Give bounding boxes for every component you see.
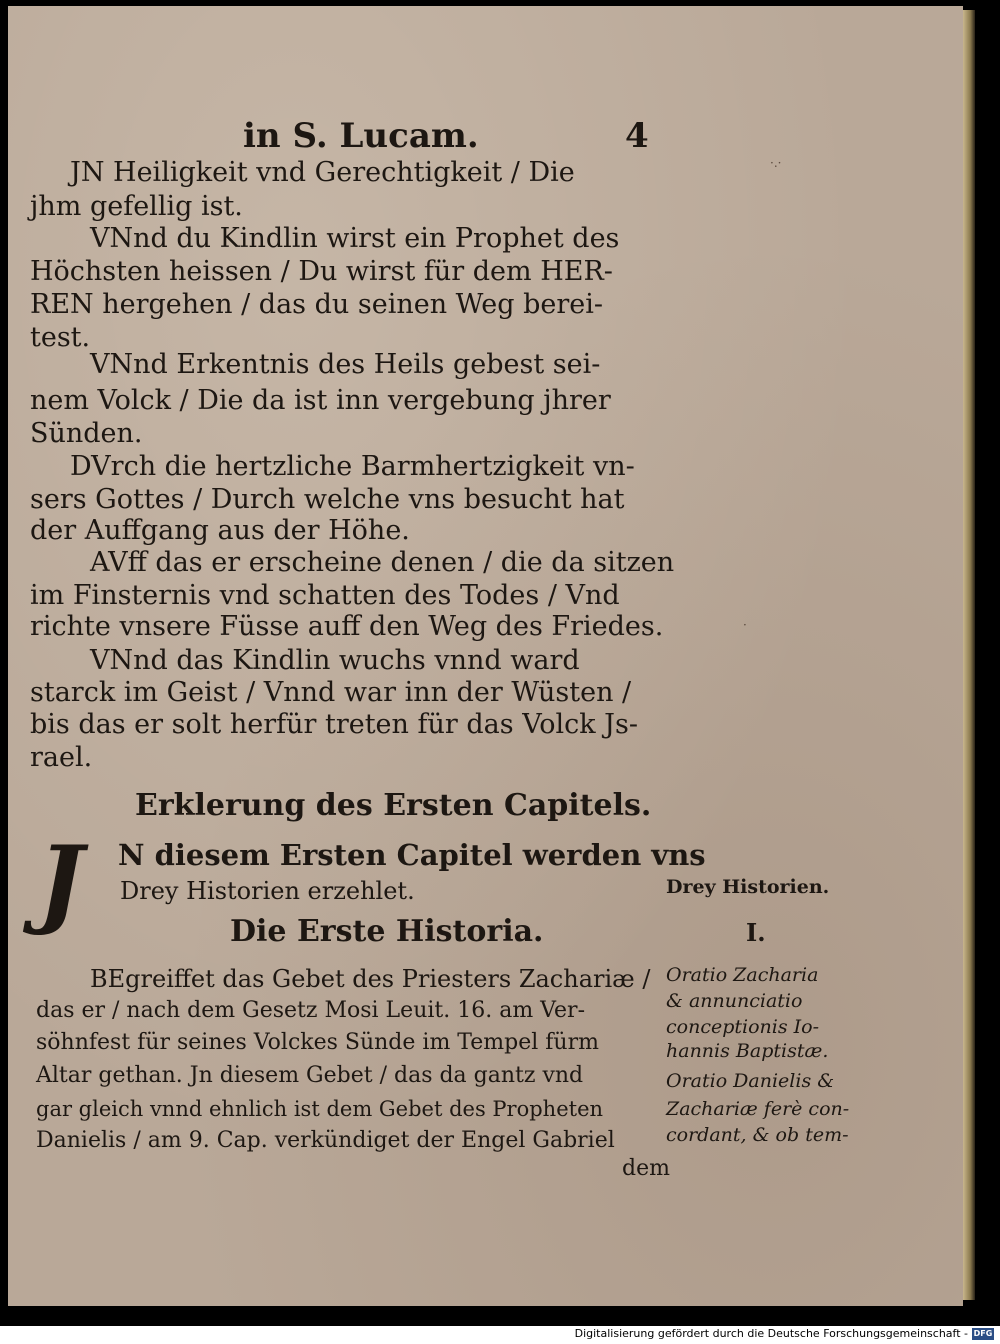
margin-note-line: Oratio Zacharia <box>666 964 819 986</box>
text-line: JN Heiligkeit vnd Gerechtigkeit / Die <box>70 157 575 188</box>
text-line: REN hergehen / das du seinen Weg berei- <box>30 289 603 320</box>
text-line: gar gleich vnnd ehnlich ist dem Gebet des Propheten <box>36 1097 604 1121</box>
text-line: Höchsten heissen / Du wirst für dem HER- <box>30 256 613 287</box>
text-line: dem <box>622 1156 670 1181</box>
text-line: DVrch die hertzliche Barmhertzigkeit vn- <box>70 451 635 482</box>
text-line: bis das er solt herfür treten für das Volck Js- <box>30 709 638 740</box>
text-line: söhnfest für seines Volckes Sünde im Tempel fürm <box>36 1030 599 1055</box>
intro-line: Drey Historien erzehlet. <box>120 877 415 905</box>
text-line: richte vnsere Füsse auff den Weg des Friedes. <box>30 611 664 642</box>
text-line: VNnd Erkentnis des Heils gebest sei- <box>90 349 601 380</box>
dfg-logo: DFG <box>973 1329 993 1338</box>
margin-note-line: & annunciatio <box>666 990 803 1012</box>
text-line: der Auffgang aus der Höhe. <box>30 515 410 546</box>
text-line: starck im Geist / Vnnd war inn der Wüsten / <box>30 677 632 708</box>
text-line: im Finsternis vnd schatten des Todes / Vnd <box>30 580 620 611</box>
text-line: nem Volck / Die da ist inn vergebung jhrer <box>30 385 611 416</box>
text-line: BEgreiffet das Gebet des Priesters Zachariæ / <box>90 965 651 993</box>
footer-credit: Digitalisierung gefördert durch die Deutsche Forschungsgemeinschaft - <box>574 1327 968 1340</box>
text-line: VNnd du Kindlin wirst ein Prophet des <box>90 223 620 254</box>
margin-note-line: hannis Baptistæ. <box>666 1040 829 1062</box>
paper-speck: ·.· <box>770 156 782 170</box>
margin-note: Drey Historien. <box>666 876 830 898</box>
margin-numeral: I. <box>746 918 766 947</box>
text-line: Altar gethan. Jn diesem Gebet / das da gantz vnd <box>36 1063 584 1088</box>
decorated-initial: J <box>38 825 84 938</box>
section-heading: Erklerung des Ersten Capitels. <box>135 788 652 823</box>
text-line: rael. <box>30 742 93 773</box>
text-line: AVff das er erscheine denen / die da sitzen <box>90 547 675 578</box>
text-line: sers Gottes / Durch welche vns besucht hat <box>30 484 625 515</box>
subheading: Die Erste Historia. <box>230 914 544 949</box>
text-line: jhm gefellig ist. <box>30 191 243 222</box>
running-title: in S. Lucam. <box>243 116 479 156</box>
footer-bar <box>0 1325 1000 1344</box>
page-edge <box>963 10 975 1300</box>
margin-note-line: conceptionis Io- <box>666 1016 819 1038</box>
margin-note-line: Oratio Danielis & <box>666 1070 835 1092</box>
text-line: test. <box>30 322 91 353</box>
margin-note-line: Zachariæ ferè con- <box>666 1098 850 1120</box>
book-page <box>8 6 963 1306</box>
intro-line: N diesem Ersten Capitel werden vns <box>118 838 706 872</box>
folio-number: 4 <box>625 116 649 156</box>
paper-speck: · <box>743 618 747 632</box>
text-line: Sünden. <box>30 418 143 449</box>
margin-note-line: cordant, & ob tem- <box>666 1124 849 1146</box>
text-line: VNnd das Kindlin wuchs vnnd ward <box>90 645 580 676</box>
text-line: das er / nach dem Gesetz Mosi Leuit. 16. am Ver- <box>36 998 586 1023</box>
text-line: Danielis / am 9. Cap. verkündiget der Engel Gabriel <box>36 1128 615 1153</box>
